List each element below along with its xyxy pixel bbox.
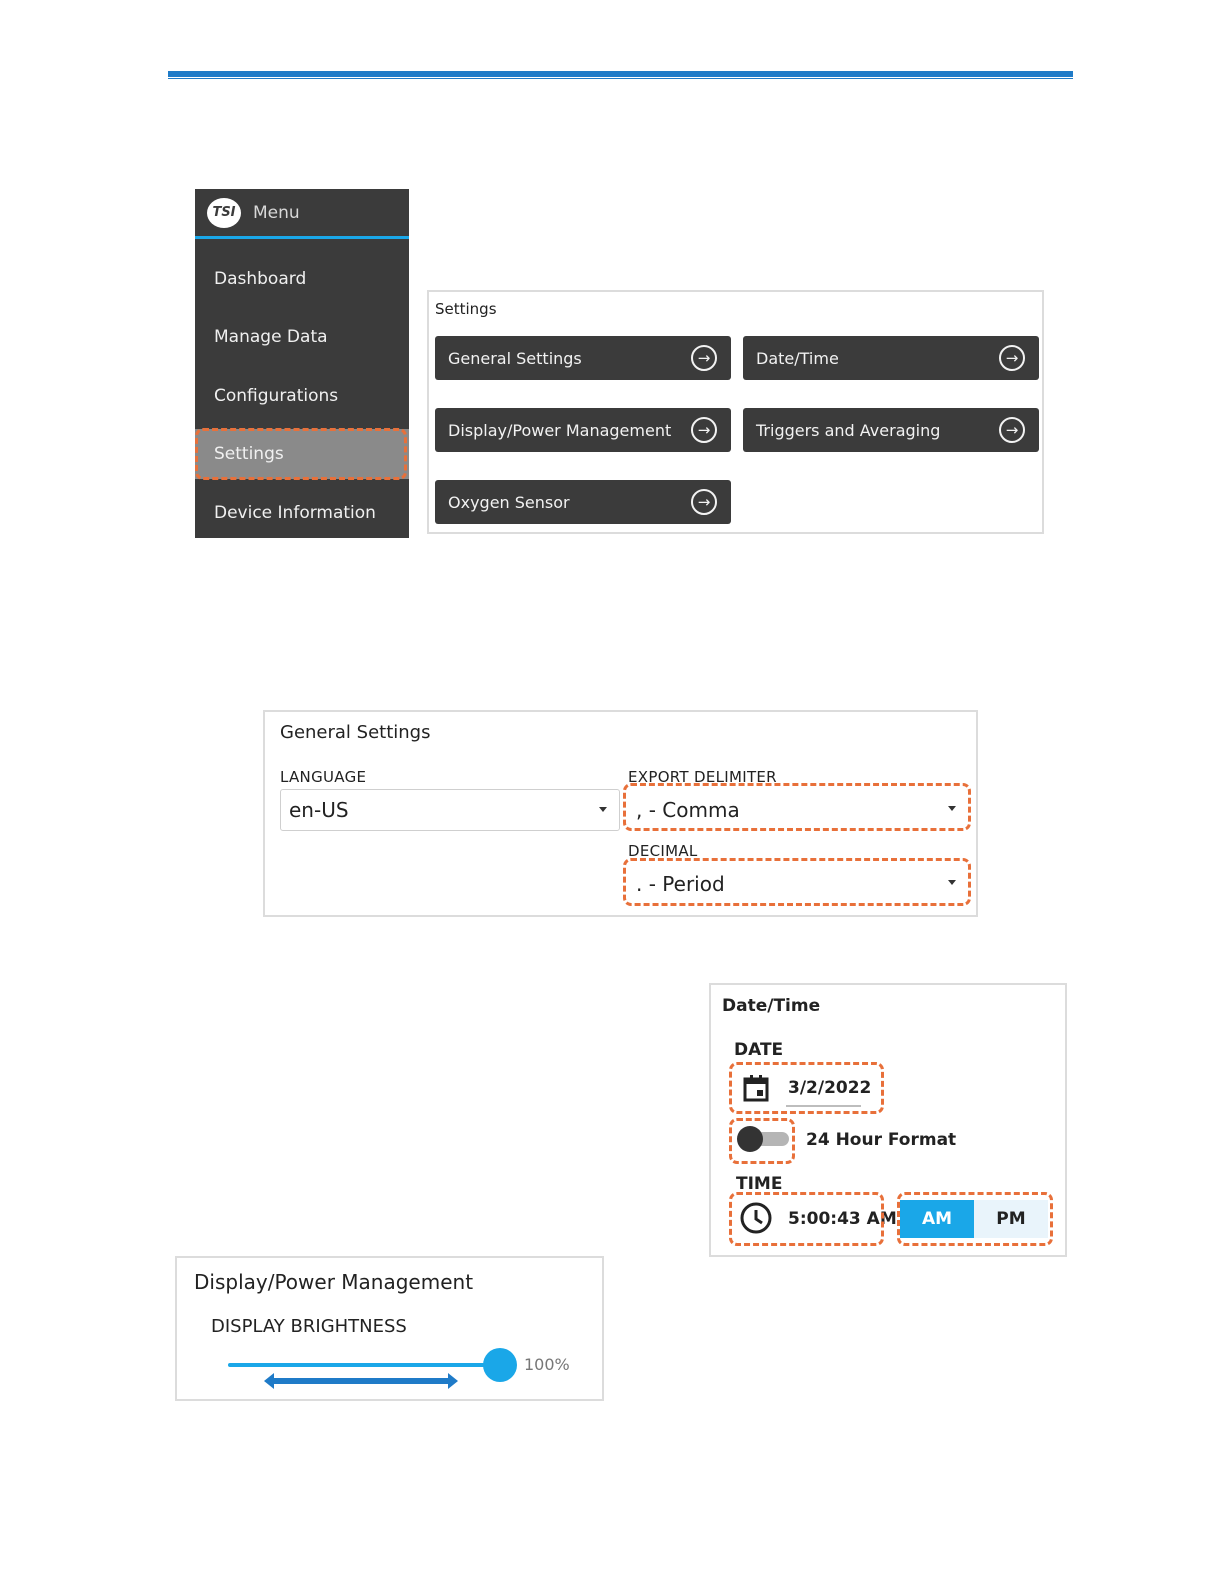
export-delimiter-value: , - Comma xyxy=(636,798,740,822)
side-menu xyxy=(195,189,409,538)
double-arrow-icon xyxy=(264,1371,458,1391)
date-time-title: Date/Time xyxy=(722,996,821,1016)
menu-item-configurations[interactable]: Configurations xyxy=(214,386,339,406)
display-brightness-label: DISPLAY BRIGHTNESS xyxy=(211,1316,407,1337)
decimal-label: DECIMAL xyxy=(628,842,698,860)
arrow-right-circle-icon: → xyxy=(691,345,717,371)
menu-item-dashboard[interactable]: Dashboard xyxy=(214,269,307,289)
arrow-right-circle-icon: → xyxy=(999,417,1025,443)
triggers-averaging-label: Triggers and Averaging xyxy=(756,420,941,440)
date-input[interactable]: 3/2/2022 xyxy=(788,1078,872,1098)
brightness-slider-thumb[interactable] xyxy=(483,1348,517,1382)
brightness-slider-track[interactable] xyxy=(228,1363,500,1367)
settings-title: Settings xyxy=(435,300,497,318)
am-button[interactable]: AM xyxy=(900,1200,974,1238)
date-label: DATE xyxy=(734,1040,784,1060)
export-delimiter-label: EXPORT DELIMITER xyxy=(628,768,777,786)
display-power-button[interactable] xyxy=(435,408,731,452)
settings-card xyxy=(427,290,1044,534)
export-delimiter-highlight xyxy=(623,783,971,831)
decimal-value: . - Period xyxy=(636,872,725,896)
menu-item-manage-data[interactable]: Manage Data xyxy=(214,327,328,347)
general-settings-label: General Settings xyxy=(448,348,582,368)
date-time-button[interactable] xyxy=(743,336,1039,380)
pm-button[interactable]: PM xyxy=(974,1200,1048,1238)
toggle-highlight xyxy=(729,1118,795,1164)
menu-item-settings[interactable]: Settings xyxy=(195,429,409,479)
date-highlight xyxy=(729,1062,884,1114)
tsi-logo-icon: TSI xyxy=(207,198,241,228)
time-input[interactable]: 5:00:43 AM xyxy=(788,1209,897,1229)
menu-header xyxy=(195,189,409,239)
header-rule xyxy=(168,71,1073,77)
oxygen-sensor-button[interactable] xyxy=(435,480,731,524)
menu-item-device-information[interactable]: Device Information xyxy=(214,503,376,523)
general-settings-title: General Settings xyxy=(280,722,431,743)
time-label: TIME xyxy=(736,1174,783,1194)
display-power-title: Display/Power Management xyxy=(194,1270,474,1294)
arrow-right-circle-icon: → xyxy=(999,345,1025,371)
am-pm-highlight xyxy=(897,1192,1053,1246)
language-value: en-US xyxy=(289,798,349,822)
header-rule-thin xyxy=(168,78,1073,79)
decimal-highlight xyxy=(623,858,971,906)
oxygen-sensor-label: Oxygen Sensor xyxy=(448,492,570,512)
settings-highlight xyxy=(195,428,407,480)
menu-title: Menu xyxy=(253,202,300,223)
date-time-label: Date/Time xyxy=(756,348,839,368)
brightness-value: 100% xyxy=(524,1355,570,1374)
triggers-averaging-button[interactable] xyxy=(743,408,1039,452)
hour-format-label: 24 Hour Format xyxy=(806,1130,957,1150)
arrow-right-circle-icon: → xyxy=(691,489,717,515)
general-settings-button[interactable] xyxy=(435,336,731,380)
language-label: LANGUAGE xyxy=(280,768,367,786)
time-highlight xyxy=(729,1192,884,1246)
caret-down-icon xyxy=(599,807,607,812)
display-power-label: Display/Power Management xyxy=(448,420,672,440)
language-select[interactable] xyxy=(280,789,620,831)
arrow-right-circle-icon: → xyxy=(691,417,717,443)
